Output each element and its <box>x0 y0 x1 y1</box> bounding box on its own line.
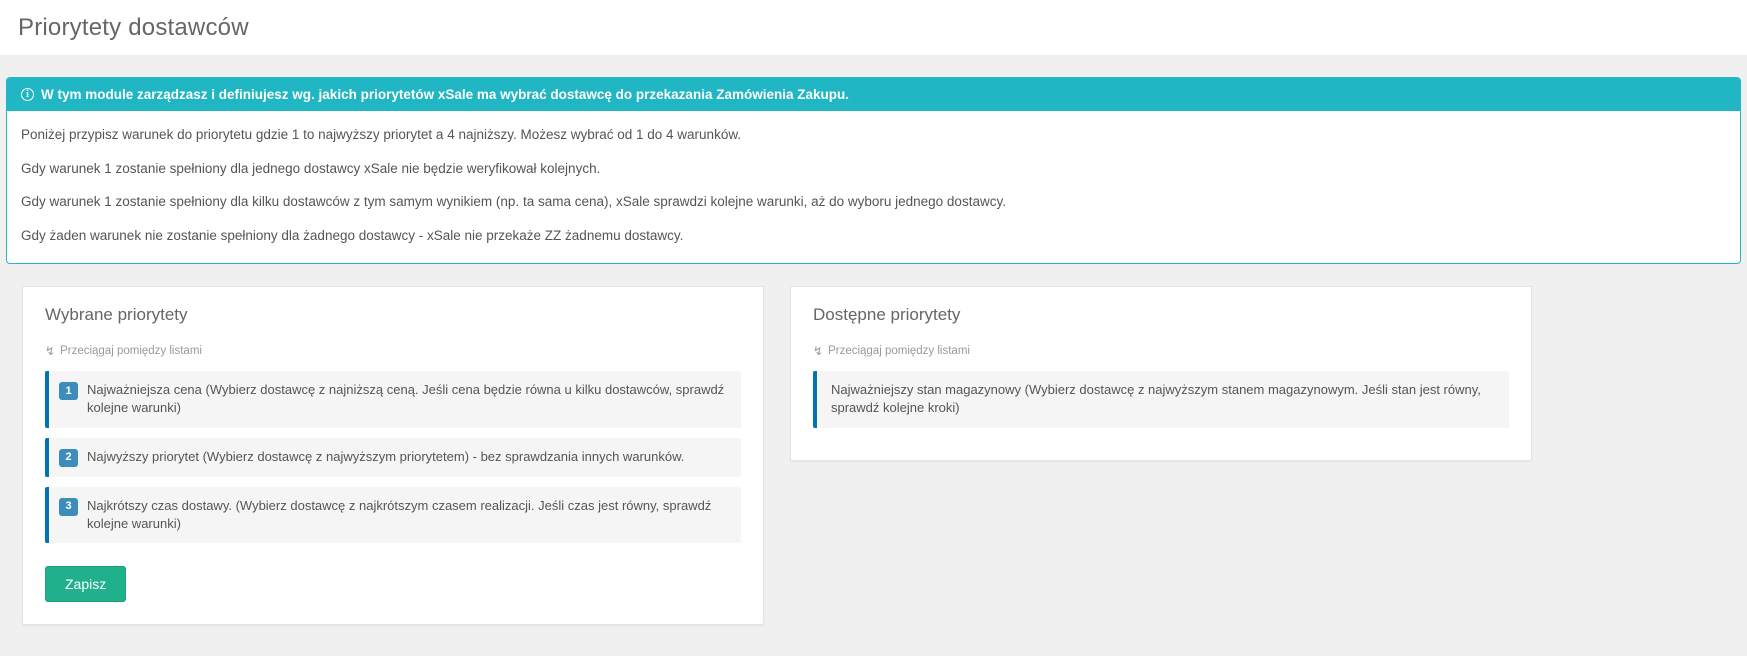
available-priorities-title: Dostępne priorytety <box>813 305 961 325</box>
list-item[interactable] <box>45 371 741 427</box>
list-item[interactable] <box>813 371 1509 427</box>
info-paragraph-1: Poniżej przypisz warunek do priorytetu gdzie 1 to najwyższy priorytet a 4 najniższy. Możesz wybrać od 1 do 4 warunków. <box>21 127 742 142</box>
priority-badge: 1 <box>59 382 78 400</box>
priority-text: Najkrótszy czas dostawy. (Wybierz dostawcę z najkrótszym czasem realizacji. Jeśli czas jest równy, sprawdź kolejne warunki) <box>87 497 712 531</box>
info-paragraph-3: Gdy warunek 1 zostanie spełniony dla kilku dostawców z tym samym wynikiem (np. ta sama cena), xSale sprawdzi kolejne warunki, aż do wyboru jednego dostawcy. <box>21 194 1006 210</box>
info-paragraph-2: Gdy warunek 1 zostanie spełniony dla jednego dostawcy xSale nie będzie weryfikował kolejnych. <box>21 160 601 176</box>
info-panel-header <box>7 78 1740 111</box>
priority-columns <box>0 264 1747 625</box>
info-panel <box>6 77 1741 264</box>
page-title: Priorytety dostawców <box>18 13 249 41</box>
priority-text: Najważniejszy stan magazynowy (Wybierz dostawcę z najwyższym stanem magazynowym. Jeśli stan jest równy, sprawdź kolejne kroki) <box>831 382 1481 416</box>
priority-badge: 3 <box>59 498 78 516</box>
page-header <box>0 0 1747 55</box>
selected-priorities-title: Wybrane priorytety <box>45 305 188 325</box>
available-priorities-card <box>790 286 1532 460</box>
drag-handle-icon: ↯ <box>813 344 824 359</box>
selected-priorities-card <box>22 286 764 625</box>
save-button[interactable]: Zapisz <box>45 566 126 602</box>
priority-badge: 2 <box>59 449 78 467</box>
selected-drag-hint <box>45 345 741 357</box>
info-panel-body <box>7 111 1740 263</box>
list-item[interactable] <box>45 487 741 543</box>
list-item[interactable] <box>45 438 741 477</box>
priority-text: Najważniejsza cena (Wybierz dostawcę z najniższą ceną. Jeśli cena będzie równa u kilku dostawców, sprawdź kolejne warunki) <box>87 382 725 416</box>
page-content <box>0 55 1747 625</box>
selected-drag-hint-text: Przeciągaj pomiędzy listami <box>60 345 202 358</box>
info-panel-heading-text: W tym module zarządzasz i definiujesz wg. jakich priorytetów xSale ma wybrać dostawcę do przekazania Zamówienia Zakupu. <box>41 87 849 102</box>
drag-handle-icon: ↯ <box>45 344 56 359</box>
info-icon: i <box>21 88 34 101</box>
info-paragraph-4: Gdy żaden warunek nie zostanie spełniony dla żadnego dostawcy - xSale nie przekaże ZZ żadnemu dostawcy. <box>21 227 684 243</box>
priority-text: Najwyższy priorytet (Wybierz dostawcę z najwyższym priorytetem) - bez sprawdzania innych warunków. <box>87 448 685 464</box>
available-drag-hint <box>813 345 1509 357</box>
available-drag-hint-text: Przeciągaj pomiędzy listami <box>828 345 970 358</box>
